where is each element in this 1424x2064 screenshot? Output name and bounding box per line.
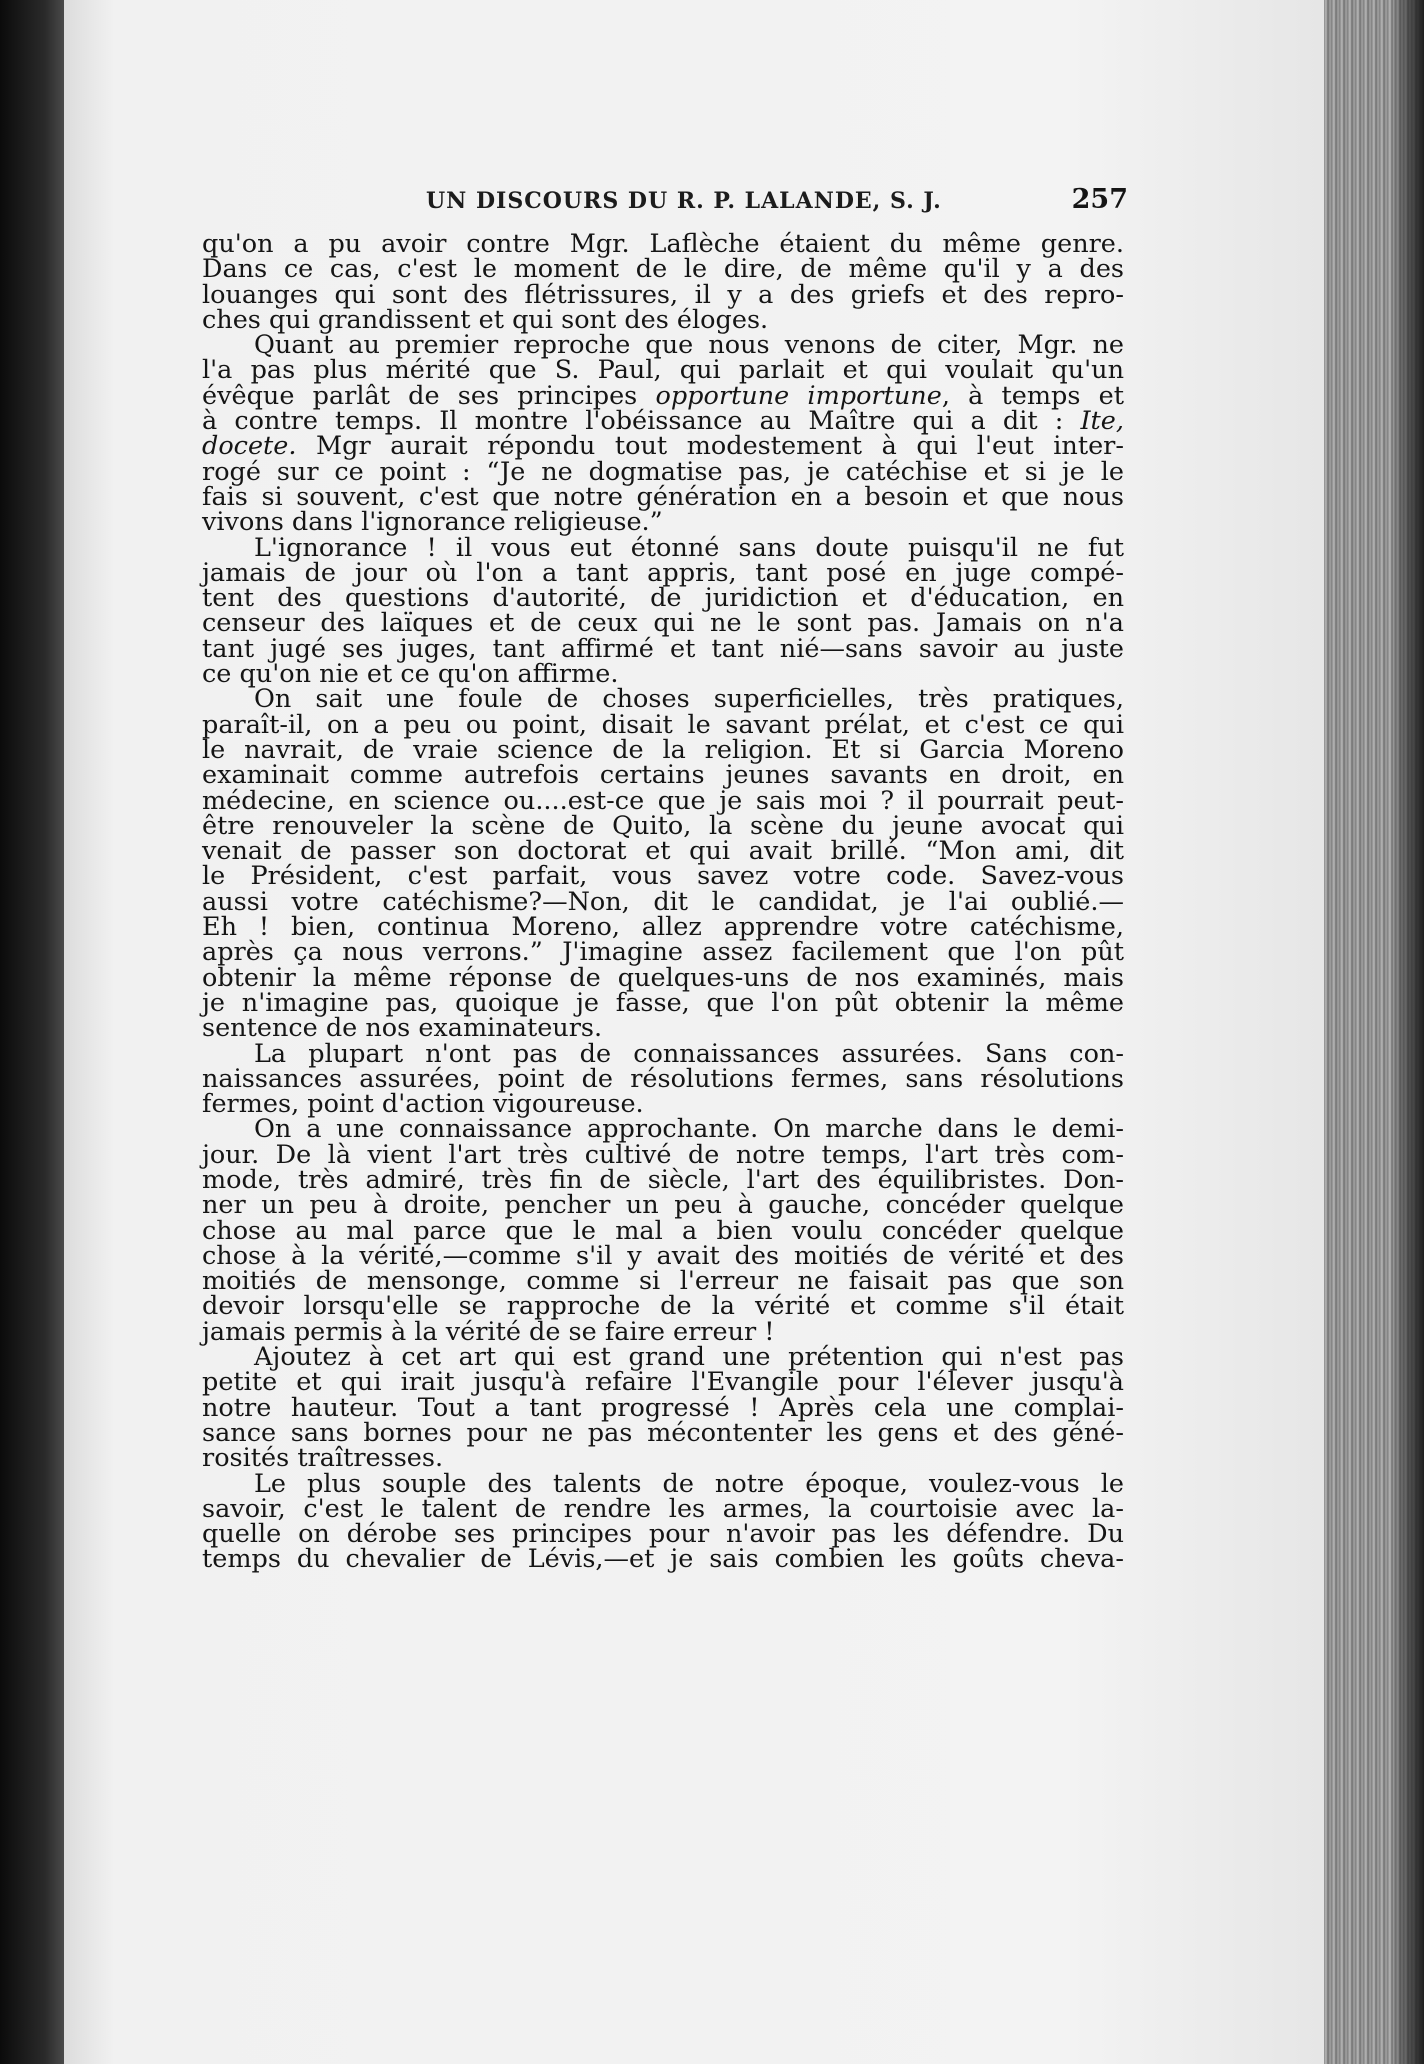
text-line: après ça nous verrons.” J'imagine assez facilement que l'on pût bbox=[202, 937, 1124, 968]
text-line: obtenir la même réponse de quelques-uns de nos examinés, mais bbox=[202, 962, 1124, 993]
running-head bbox=[356, 184, 1128, 228]
text-line: ce qu'on nie et ce qu'on affirme. bbox=[202, 659, 619, 690]
text-line: moitiés de mensonge, comme si l'erreur ne faisait pas que son bbox=[202, 1266, 1124, 1297]
text-line: louanges qui sont des flétrissures, il y a des griefs et des repro- bbox=[202, 279, 1124, 310]
text-line: venait de passer son doctorat et qui avait brillé. “Mon ami, dit bbox=[202, 836, 1124, 867]
text-line: censeur des laïques et de ceux qui ne le sont pas. Jamais on n'a bbox=[202, 608, 1124, 639]
text-line: être renouveler la scène de Quito, la scène du jeune avocat qui bbox=[202, 810, 1124, 841]
text-line: sance sans bornes pour ne pas mécontenter les gens et des géné- bbox=[202, 1417, 1124, 1448]
text-line: On a une connaissance approchante. On marche dans le demi- bbox=[254, 1114, 1124, 1145]
text-line: La plupart n'ont pas de connaissances assurées. Sans con- bbox=[254, 1038, 1124, 1069]
text-line: naissances assurées, point de résolutions fermes, sans résolutions bbox=[202, 1063, 1124, 1094]
text-line: notre hauteur. Tout a tant progressé ! Après cela une complai- bbox=[202, 1392, 1124, 1423]
text-line: devoir lorsqu'elle se rapproche de la vérité et comme s'il était bbox=[202, 1291, 1124, 1322]
text-line: Eh ! bien, continua Moreno, allez apprendre votre catéchisme, bbox=[202, 912, 1124, 943]
text-line: l'a pas plus mérité que S. Paul, qui parlait et qui voulait qu'un bbox=[202, 355, 1124, 386]
text-line: Ajoutez à cet art qui est grand une prétention qui n'est pas bbox=[254, 1342, 1124, 1373]
book-page bbox=[64, 0, 1324, 2064]
text-line: ches qui grandissent et qui sont des éloges. bbox=[202, 304, 769, 335]
text-line: qu'on a pu avoir contre Mgr. Laflèche étaient du même genre. bbox=[202, 229, 1124, 259]
text-line: jamais de jour où l'on a tant appris, tant posé en juge compé- bbox=[202, 557, 1124, 588]
text-line: sentence de nos examinateurs. bbox=[202, 1013, 603, 1044]
text-line: le navrait, de vraie science de la religion. Et si Garcia Moreno bbox=[202, 734, 1124, 765]
text-line: Dans ce cas, c'est le moment de le dire, de même qu'il y a des bbox=[202, 254, 1124, 285]
text-line: vivons dans l'ignorance religieuse.” bbox=[202, 507, 663, 538]
text-line: On sait une foule de choses superficielles, très pratiques, bbox=[254, 684, 1124, 715]
book-gutter-shadow bbox=[0, 0, 64, 2064]
text-line: examinait comme autrefois certains jeunes savants en droit, en bbox=[202, 760, 1124, 791]
text-line: ner un peu à droite, pencher un peu à gauche, concéder quelque bbox=[202, 1190, 1124, 1221]
text-line: chose au mal parce que le mal a bien voulu concéder quelque bbox=[202, 1215, 1124, 1246]
text-line: Le plus souple des talents de notre époque, voulez-vous le bbox=[254, 1468, 1124, 1499]
text-line: tent des questions d'autorité, de juridiction et d'éducation, en bbox=[202, 583, 1124, 614]
text-line: évêque parlât de ses principes opportune importune, à temps et bbox=[202, 380, 1125, 411]
text-line: fais si souvent, c'est que notre génération en a besoin et que nous bbox=[202, 481, 1124, 512]
text-line: je n'imagine pas, quoique je fasse, que l'on pût obtenir la même bbox=[202, 987, 1124, 1018]
text-line: temps du chevalier de Lévis,—et je sais combien les goûts cheva- bbox=[202, 1544, 1124, 1575]
text-line: jamais permis à la vérité de se faire erreur ! bbox=[202, 1316, 775, 1347]
text-line: à contre temps. Il montre l'obéissance au Maître qui a dit : Ite, bbox=[202, 406, 1124, 437]
body-text bbox=[202, 229, 1125, 1575]
text-line: petite et qui irait jusqu'à refaire l'Evangile pour l'élever jusqu'à bbox=[202, 1367, 1124, 1398]
text-line: fermes, point d'action vigoureuse. bbox=[202, 1089, 644, 1120]
text-line: jour. De là vient l'art très cultivé de notre temps, l'art très com- bbox=[202, 1139, 1124, 1170]
text-line: rogé sur ce point : “Je ne dogmatise pas, je catéchise et si je le bbox=[202, 456, 1124, 487]
text-line: paraît-il, on a peu ou point, disait le savant prélat, et c'est ce qui bbox=[202, 709, 1124, 740]
running-head-title: UN DISCOURS DU R. P. LALANDE, S. J. bbox=[426, 188, 942, 214]
text-line: rosités traîtresses. bbox=[202, 1443, 444, 1474]
book-page-edges bbox=[1324, 0, 1424, 2064]
text-line: quelle on dérobe ses principes pour n'avoir pas les défendre. Du bbox=[202, 1519, 1124, 1550]
text-line: médecine, en science ou....est-ce que je sais moi ? il pourrait peut- bbox=[202, 785, 1124, 816]
text-line: savoir, c'est le talent de rendre les armes, la courtoisie avec la- bbox=[202, 1493, 1124, 1524]
text-line: docete. Mgr aurait répondu tout modestement à qui l'eut inter- bbox=[202, 431, 1124, 462]
text-line: le Président, c'est parfait, vous savez votre code. Savez-vous bbox=[202, 861, 1124, 892]
text-line: L'ignorance ! il vous eut étonné sans doute puisqu'il ne fut bbox=[254, 532, 1124, 563]
page-number: 257 bbox=[1071, 184, 1128, 215]
text-line: chose à la vérité,—comme s'il y avait des moitiés de vérité et des bbox=[202, 1240, 1124, 1271]
text-line: Quant au premier reproche que nous venons de citer, Mgr. ne bbox=[254, 330, 1124, 361]
text-line: tant jugé ses juges, tant affirmé et tant nié—sans savoir au juste bbox=[202, 633, 1124, 664]
text-line: mode, très admiré, très fin de siècle, l'art des équilibristes. Don- bbox=[202, 1164, 1124, 1195]
text-line: aussi votre catéchisme?—Non, dit le candidat, je l'ai oublié.— bbox=[202, 886, 1124, 917]
